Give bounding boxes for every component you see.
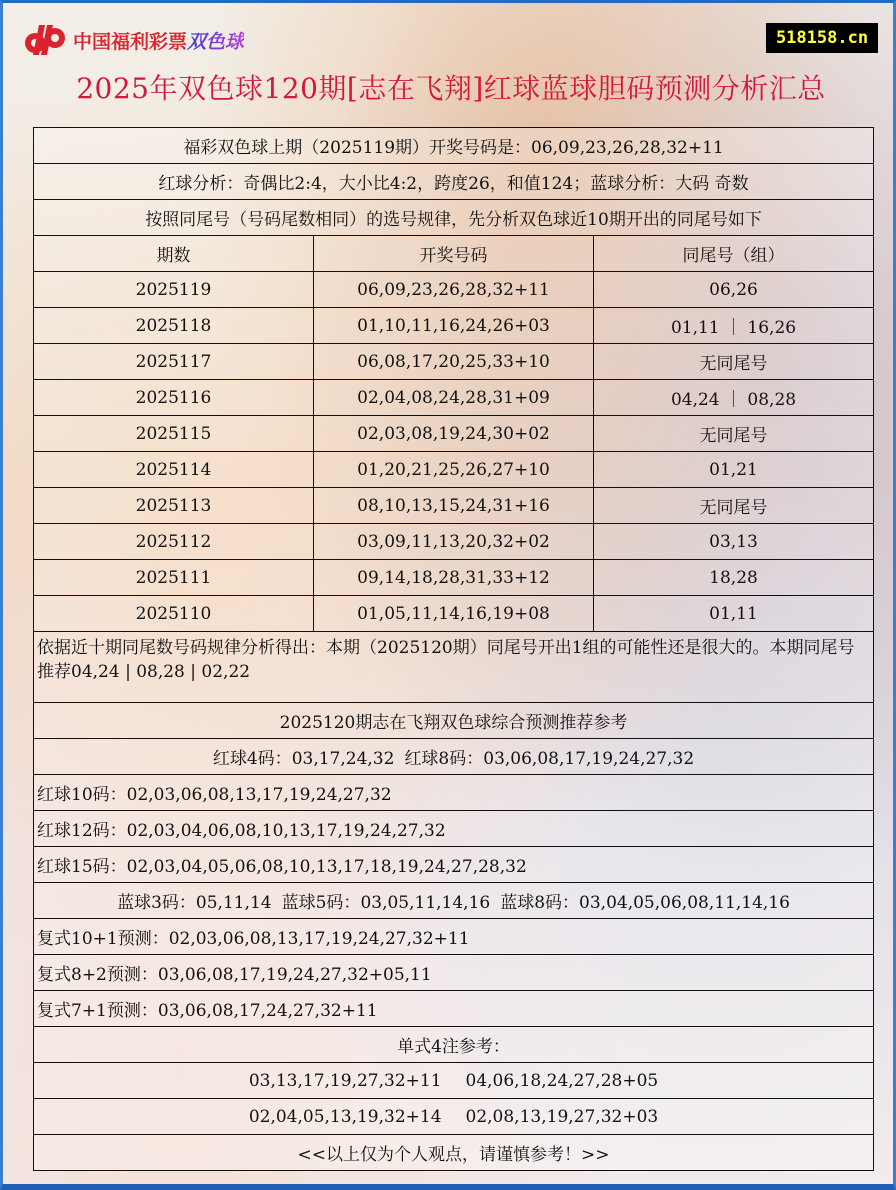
conclusion-row [34,632,874,703]
same-tail: 01,11 ｜ 16,26 [594,308,874,344]
draw-numbers: 01,10,11,16,24,26+03 [314,308,594,344]
period: 2025117 [34,344,314,380]
blue5-values: 03,05,11,14,16 [360,893,491,913]
single-row-2 [34,1099,874,1135]
single-bet: 04,06,18,24,27,28+05 [465,1070,659,1091]
period: 2025113 [34,488,314,524]
period: 2025118 [34,308,314,344]
analysis-table [33,127,874,1171]
period: 2025114 [34,452,314,488]
red8-label: 红球8码： [404,749,484,769]
history-header-row [34,236,874,272]
period: 2025115 [34,416,314,452]
period: 2025116 [34,380,314,416]
disclaimer: <<以上仅为个人观点，请谨慎参考！>> [34,1135,874,1171]
single-bet: 03,13,17,19,27,32+11 [248,1070,442,1091]
draw-numbers: 01,05,11,14,16,19+08 [314,596,594,632]
same-tail: 无同尾号 [594,488,874,524]
rule-intro: 按照同尾号（号码尾数相同）的选号规律，先分析双色球近10期开出的同尾号如下 [34,200,874,236]
same-tail: 无同尾号 [594,344,874,380]
blue3-values: 05,11,14 [195,893,272,913]
table-row [34,452,874,488]
same-tail: 03,13 [594,524,874,560]
red-12-codes: 红球12码：02,03,04,06,08,10,13,17,19,24,27,32 [34,811,874,847]
fushi-10-1-row [34,919,874,955]
blue8-label: 蓝球8码： [500,893,580,913]
same-tail: 01,11 [594,596,874,632]
fushi-8-2: 复式8+2预测：03,06,08,17,19,24,27,32+05,11 [34,955,874,991]
table-row [34,416,874,452]
draw-numbers: 08,10,13,15,24,31+16 [314,488,594,524]
red8-values: 03,06,08,17,19,24,27,32 [483,749,695,769]
blue5-label: 蓝球5码： [281,893,361,913]
single-row-1 [34,1063,874,1099]
blue3-label: 蓝球3码： [117,893,196,913]
prediction-title-row [34,703,874,739]
table-row [34,272,874,308]
table-row [34,380,874,416]
cwl-logo [23,23,244,57]
blue-codes [34,883,874,919]
rule-intro-row [34,200,874,236]
last-draw: 福彩双色球上期（2025119期）开奖号码是：06,09,23,26,28,32+11 [34,128,874,164]
col-header-same-tail: 同尾号（组） [594,236,874,272]
table-row [34,560,874,596]
single-bet: 02,04,05,13,19,32+14 [248,1106,442,1127]
red-10-codes: 红球10码：02,03,06,08,13,17,19,24,27,32 [34,775,874,811]
col-header-numbers: 开奖号码 [314,236,594,272]
draw-numbers: 03,09,11,13,20,32+02 [314,524,594,560]
prediction-title: 2025120期志在飞翔双色球综合预测推荐参考 [34,703,874,739]
draw-numbers: 02,04,08,24,28,31+09 [314,380,594,416]
disclaimer-row [34,1135,874,1171]
red-10-row [34,775,874,811]
red-blue-analysis: 红球分析：奇偶比2:4，大小比4:2，跨度26，和值124；蓝球分析：大码 奇数 [34,164,874,200]
draw-numbers: 06,09,23,26,28,32+11 [314,272,594,308]
col-header-period: 期数 [34,236,314,272]
fushi-8-2-row [34,955,874,991]
blue8-values: 03,04,05,06,08,11,14,16 [579,893,790,913]
single-bets-1 [34,1063,874,1099]
logo-text: 中国福利彩票 [73,30,188,53]
same-tail: 04,24 ｜ 08,28 [594,380,874,416]
cwl-logo-icon [23,23,69,57]
single-bet: 02,08,13,19,27,32+03 [465,1106,659,1127]
red-15-row [34,847,874,883]
red4-values: 03,17,24,32 [291,749,395,769]
site-badge[interactable]: 518158.cn [766,23,878,53]
red-15-codes: 红球15码：02,03,04,05,06,08,10,13,17,18,19,24,27,28,32 [34,847,874,883]
fushi-10-1: 复式10+1预测：02,03,06,08,13,17,19,24,27,32+11 [34,919,874,955]
draw-numbers: 06,08,17,20,25,33+10 [314,344,594,380]
red-12-row [34,811,874,847]
draw-numbers: 01,20,21,25,26,27+10 [314,452,594,488]
same-tail: 18,28 [594,560,874,596]
table-row [34,524,874,560]
table-row [34,596,874,632]
red-4-8-codes [34,739,874,775]
same-tail: 01,21 [594,452,874,488]
conclusion-text: 依据近十期同尾数号码规律分析得出：本期（2025120期）同尾号开出1组的可能性还是很大的。本期同尾号推荐04,24 | 08,28 | 02,22 [34,632,874,703]
fushi-7-1-row [34,991,874,1027]
red4-label: 红球4码： [212,749,292,769]
period: 2025111 [34,560,314,596]
table-row [34,308,874,344]
period: 2025112 [34,524,314,560]
period: 2025119 [34,272,314,308]
draw-numbers: 09,14,18,28,31,33+12 [314,560,594,596]
same-tail: 无同尾号 [594,416,874,452]
same-tail: 06,26 [594,272,874,308]
blue-codes-row [34,883,874,919]
last-draw-row [34,128,874,164]
single-title: 单式4注参考： [34,1027,874,1063]
single-title-row [34,1027,874,1063]
period: 2025110 [34,596,314,632]
table-row [34,488,874,524]
table-row [34,344,874,380]
single-bets-2 [34,1099,874,1135]
fushi-7-1: 复式7+1预测：03,06,08,17,24,27,32+11 [34,991,874,1027]
analysis-row [34,164,874,200]
red-4-8-row [34,739,874,775]
page-title: 2025年双色球120期[志在飞翔]红球蓝球胆码预测分析汇总 [76,72,826,105]
logo-product: 双色球 [187,27,244,54]
draw-numbers: 02,03,08,19,24,30+02 [314,416,594,452]
